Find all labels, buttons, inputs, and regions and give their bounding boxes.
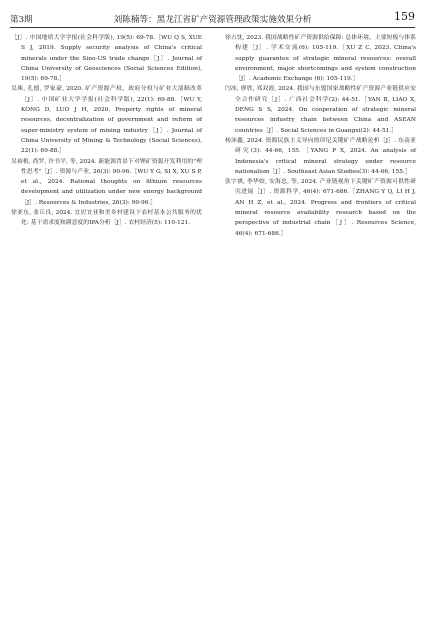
reference-entry: 吴裕根, 尚罗, 许书平, 等, 2024. 新能源背景下对锂矿资源开发利用的"理性思考"［J］. 资源与产业, 26(3): 90-96.［WU Y G, SI X, XU S P, et al., 2024. Rational thoughts on lithium resources development and utilization under new energy background［J］. Resources & Industries, 26(3): 90-96.］ bbox=[11, 158, 202, 206]
left-reference-column bbox=[11, 33, 202, 229]
running-header bbox=[10, 9, 415, 28]
reference-entry: 徐占忱, 2023. 我国战略性矿产资源供给保障: 总体环境、主要短板与体系构建［J］. 学术交流(6): 105-119.［XU Z C, 2023. China's supply guarantee of strategic mineral resources: overall environment, major shortcomings and system construction［J］. Academic Exchange (6): 105-119.］ bbox=[225, 35, 416, 83]
reference-entry: 杨沛鑫, 2024. 资源民族主义导向的印尼关键矿产战略论析［J］. 东南亚研究(3): 44-66, 155.［YANG P X, 2024. An analysis of Indonesia's critical mineral strategy under resource nationalism［J］. Southeast Asian Studies(3): 44-66, 155.］ bbox=[225, 137, 416, 175]
running-title: 刘陈楠等：黑龙江省矿产资源管理政策实施效果分析 bbox=[113, 15, 312, 25]
issue-label: 第3期 bbox=[10, 15, 33, 25]
right-reference-column bbox=[225, 33, 416, 239]
reference-entry: 徐亚东, 张丘良, 2024. 宜居宜业和美乡村建设下农村基本公共服务的优化: 基于需求度和满意度的IPA分析［J］. 农村经济(5): 110-121. bbox=[11, 210, 202, 227]
page-number: 159 bbox=[394, 10, 415, 23]
reference-entry: 张宇祺, 李华姣, 安海忠, 等, 2024. 产业链视角下关键矿产资源可供性研究进展［J］. 资源科学, 46(4): 671-686.［ZHANG Y Q, LI H J, AN H Z, et al., 2024. Progress and frontiers of critical mineral resource availability research based on the perspective of industrial chain［J］. Resources Science, 46(4): 671-686.］ bbox=[225, 179, 416, 237]
reference-entry: ［J］. 中国地质大学学报(社会科学版), 19(5): 69-78.［WU Q S, XUE S J, 2019. Supply security analysis of China's critical minerals under the Sino-US trade change［J］. Journal of China University of Geosciences (Social Sciences Edition), 19(5): 69-78.］ bbox=[11, 35, 202, 83]
reference-entry: 闫冰, 廖欣, 邓双霞, 2024. 我国与东盟国家战略性矿产资源产业链供应安全合作研究［J］. 广西社会科学(2): 44-51.［YAN B, LIAO X, DENG S S, 2024. On cooperation of strategic mineral resources industry chain between China and ASEAN countries［J］. Social Sciences in Guangxi(2): 44-51.］ bbox=[225, 86, 416, 134]
reference-entry: 吴珠, 孔德, 罗家豪, 2020. 矿产资源产权、政府分权与矿业大部制改革［J］. 中国矿业大学学报(社会科学版), 22(1): 69-88.［WU Y, KONG D, LUO J H, 2020. Property rights of mineral resources, decentralization of government and reform of super-ministry system of mining industry［J］. Journal of China University of Mining & Technology (Social Sciences), 22(1): 69-88.］ bbox=[11, 86, 202, 155]
